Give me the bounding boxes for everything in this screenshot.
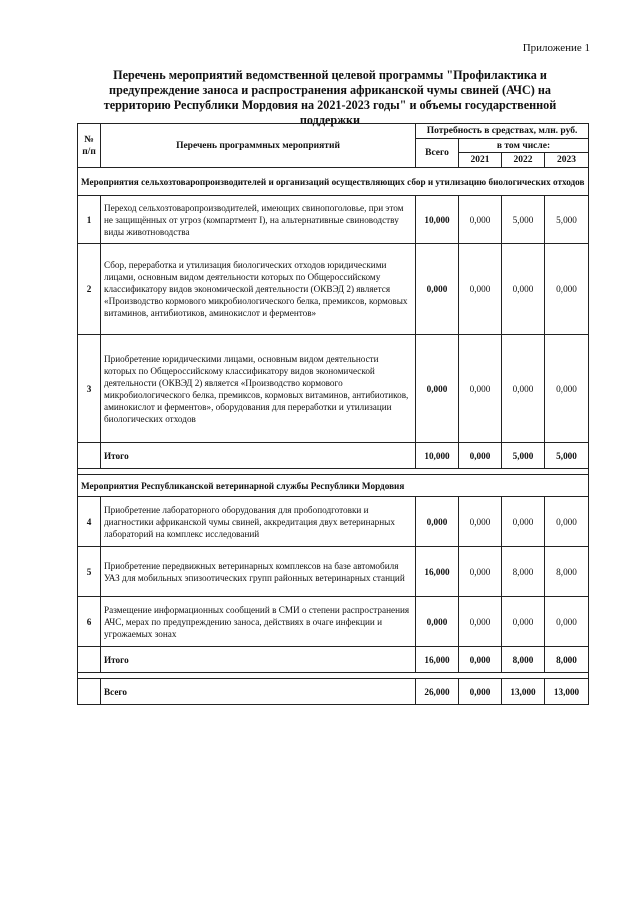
program-table [77,123,589,705]
row-2022: 8,000 [502,547,545,597]
row-total: 0,000 [416,497,459,547]
subtotal-total: 16,000 [416,647,459,673]
header-year-2021: 2021 [459,153,502,168]
appendix-label: Приложение 1 [522,42,590,54]
section-title: Мероприятия сельхозтоваропроизводителей и организаций осуществляющих сбор и утилизацию биологических отходов [78,168,589,196]
row-total: 0,000 [416,335,459,443]
row-number-empty [78,679,101,705]
row-2022: 5,000 [502,196,545,244]
subtotal-2021: 0,000 [459,647,502,673]
row-2023: 0,000 [545,335,589,443]
row-number: 5 [78,547,101,597]
row-2021: 0,000 [459,547,502,597]
row-number: 4 [78,497,101,547]
row-text: Переход сельхозтоваропроизводителей, имеющих свинопоголовье, при этом не защищённых от угроз (компартмент I), на альтернативные свиноводству виды животноводства [101,196,416,244]
row-number: 1 [78,196,101,244]
table-row [78,196,589,244]
row-2023: 0,000 [545,244,589,335]
grand-total-2023: 13,000 [545,679,589,705]
grand-total-label: Всего [101,679,416,705]
row-text: Приобретение юридическими лицами, основным видом деятельности которых по Общероссийскому классификатору видов экономической деятельности (ОКВЭД 2) является «Производство кормового микробиологического белка, премиксов, кормовых витаминов, антибиотиков, аминокислот и ферментов», оборудования для переработки и утилизации биологических отходов [101,335,416,443]
row-2023: 5,000 [545,196,589,244]
row-total: 0,000 [416,597,459,647]
grand-total-2021: 0,000 [459,679,502,705]
row-2021: 0,000 [459,497,502,547]
section-title: Мероприятия Республиканской ветеринарной службы Республики Мордовия [78,475,589,497]
grand-total-2022: 13,000 [502,679,545,705]
subtotal-row [78,647,589,673]
row-2021: 0,000 [459,196,502,244]
row-text: Сбор, переработка и утилизация биологических отходов юридическими лицами, основным видом деятельности которых по Общероссийскому классификатору видов экономической деятельности (ОКВЭД 2) является «Производство кормового микробиологического белка, премиксов, кормовых витаминов, антибиотиков, аминокислот и ферментов» [101,244,416,335]
row-total: 0,000 [416,244,459,335]
document-title: Перечень мероприятий ведомственной целевой программы "Профилактика и предупреждение заноса и распространения африканской чумы свиней (АЧС) на территорию Республики Мордовия на 2021-2023 годы" и объемы государственной поддержки [103,68,557,127]
subtotal-2022: 5,000 [502,443,545,469]
header-year-2022: 2022 [502,153,545,168]
header-including: в том числе: [459,139,589,153]
grand-total-row [78,679,589,705]
subtotal-2021: 0,000 [459,443,502,469]
header-year-2023: 2023 [545,153,589,168]
row-total: 16,000 [416,547,459,597]
header-measures: Перечень программных мероприятий [101,124,416,168]
subtotal-2022: 8,000 [502,647,545,673]
table-row [78,335,589,443]
row-number: 6 [78,597,101,647]
row-text: Приобретение лабораторного оборудования для пробоподготовки и диагностики африканской чумы свиней, аккредитация двух ветеринарных лабораторий на комплекс исследований [101,497,416,547]
section-header-row [78,168,589,196]
subtotal-label: Итого [101,647,416,673]
row-total: 10,000 [416,196,459,244]
subtotal-total: 10,000 [416,443,459,469]
header-num: № п/п [78,124,101,168]
row-2022: 0,000 [502,497,545,547]
row-number: 3 [78,335,101,443]
row-text: Приобретение передвижных ветеринарных комплексов на базе автомобиля УАЗ для мобильных эпизоотических групп районных ветеринарных станций [101,547,416,597]
table-row [78,244,589,335]
subtotal-label: Итого [101,443,416,469]
row-2021: 0,000 [459,597,502,647]
subtotal-row [78,443,589,469]
table-row [78,597,589,647]
table-row [78,497,589,547]
row-2021: 0,000 [459,244,502,335]
row-2022: 0,000 [502,597,545,647]
table-row [78,547,589,597]
row-2022: 0,000 [502,244,545,335]
row-text: Размещение информационных сообщений в СМИ о степени распространения АЧС, мерах по предупреждению заноса, действиях в очаге инфекции и угрожаемых зонах [101,597,416,647]
subtotal-2023: 5,000 [545,443,589,469]
row-number-empty [78,443,101,469]
row-number-empty [78,647,101,673]
row-2023: 0,000 [545,597,589,647]
section-header-row [78,475,589,497]
row-2023: 0,000 [545,497,589,547]
subtotal-2023: 8,000 [545,647,589,673]
header-need: Потребность в средствах, млн. руб. [416,124,589,139]
row-2023: 8,000 [545,547,589,597]
row-2021: 0,000 [459,335,502,443]
grand-total-total: 26,000 [416,679,459,705]
row-number: 2 [78,244,101,335]
header-total: Всего [416,139,459,168]
row-2022: 0,000 [502,335,545,443]
